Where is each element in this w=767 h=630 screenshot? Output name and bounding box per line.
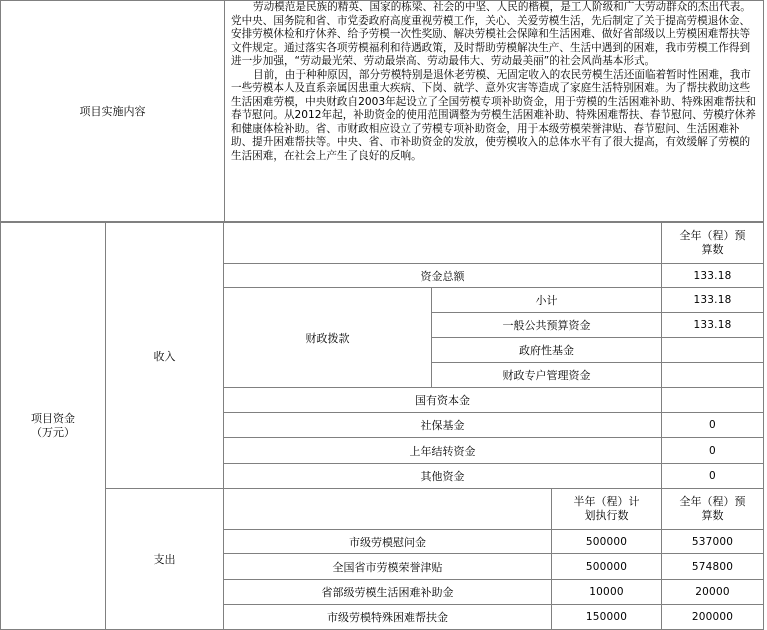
- other-row-text: 上年结转资金: [409, 444, 476, 458]
- expense-row-full-text: 200000: [691, 611, 734, 623]
- total-value: 133.18: [693, 269, 732, 282]
- expense-row-half: [551, 604, 662, 630]
- fiscal-row-label: [431, 287, 662, 313]
- other-row-label: [223, 437, 662, 464]
- total-label: 资金总额: [420, 269, 465, 283]
- expense-row-full-text: 574800: [691, 560, 734, 573]
- expense-header-full-year: [661, 488, 764, 530]
- expense-header-blank: [223, 488, 552, 530]
- other-row-label: [223, 387, 662, 413]
- expense-header-full-year-text: 全年（程）预算数: [679, 495, 746, 522]
- expense-row-text: 市级劳模慰问金: [349, 535, 426, 549]
- other-row-value-text: 0: [709, 419, 716, 431]
- fiscal-row-text: 财政专户管理资金: [502, 369, 591, 382]
- expense-row-full: [661, 604, 764, 630]
- fiscal-row-value-text: 133.18: [693, 294, 732, 306]
- fiscal-row-text: 政府性基金: [519, 344, 574, 357]
- fiscal-row-value-text: 133.18: [693, 319, 732, 331]
- expense-row-half: [551, 529, 662, 554]
- expense-row-half-text: 150000: [585, 611, 628, 623]
- expense-row-text: 全国省市劳模荣誉津贴: [332, 560, 443, 574]
- fiscal-row-value: [661, 312, 764, 338]
- expense-row-label: [223, 529, 552, 554]
- fiscal-row-label: [431, 362, 662, 388]
- content-text-cell: [224, 0, 764, 222]
- funds-label-cell: [0, 222, 106, 630]
- other-row-value: [661, 387, 764, 413]
- expense-row-half: [551, 553, 662, 580]
- income-header-blank: [223, 222, 662, 264]
- expense-header-half-year-text: 半年（程）计划执行数: [573, 495, 640, 522]
- expense-row-full: [661, 553, 764, 580]
- total-value-cell: [661, 263, 764, 288]
- expense-label: 支出: [153, 553, 176, 566]
- expense-row-full-text: 20000: [695, 586, 730, 598]
- expense-row-full: [661, 529, 764, 554]
- income-header-full-year-text: 全年（程）预算数: [679, 229, 746, 256]
- total-label-cell: [223, 263, 662, 288]
- funds-label: 项目资金（万元）: [31, 412, 75, 439]
- other-row-value: [661, 437, 764, 464]
- other-row-value-text: 0: [709, 470, 716, 482]
- other-row-value: [661, 463, 764, 489]
- expense-row-half-text: 10000: [589, 586, 624, 598]
- section-label-cell: [0, 0, 225, 222]
- fiscal-row-label: [431, 337, 662, 363]
- other-row-text: 国有资本金: [415, 394, 470, 407]
- expense-row-text: 市级劳模特殊困难帮扶金: [327, 611, 448, 624]
- expense-row-half-text: 500000: [585, 535, 628, 548]
- other-row-label: [223, 463, 662, 489]
- fiscal-row-text: 一般公共预算资金: [502, 319, 591, 332]
- fiscal-row-value: [661, 337, 764, 363]
- expense-row-label: [223, 579, 552, 605]
- other-row-label: [223, 412, 662, 438]
- fiscal-label-cell: [223, 287, 432, 388]
- income-label-cell: [105, 222, 224, 489]
- content-paragraph-2: 目前，由于种种原因，部分劳模特别是退休老劳模、无固定收入的农民劳模生活还面临着暂时性困难，我市一些劳模本人及直系亲属因患重大疾病、下岗、就学、意外灾害等造成了家庭生活特别困难。为了帮扶救助这些生活困难劳模，中央财政自2003年起设立了全国劳模专项补助资金，用于劳模的生活困难补助、特殊困难帮扶和春节慰问。从2012年起，补助资金的使用范围调整为劳模生活困难补助、特殊困难帮扶、春节慰问、劳模疗休养和健康体检补助。省、市财政相应设立了劳模专项补助资金，用于本级劳模荣誉津贴、春节慰问、生活困难补助、提升困难帮扶等。中央、省、市补助资金的发放，使劳模收入的总体水平有了很大提高，有效缓解了劳模的生活困难，在社会上产生了良好的反响。: [231, 68, 756, 162]
- content-paragraph-1: 劳动模范是民族的精英、国家的栋梁、社会的中坚、人民的楷模，是工人阶级和广大劳动群众的杰出代表。党中央、国务院和省、市党委政府高度重视劳模工作，关心、关爱劳模生活，先后制定了关于提高劳模退休金、安排劳模休检和疗休养、给予劳模一次性奖励、解决劳模社会保障和生活困难、做好省部级以上劳模困难帮扶等文件规定。通过落实各项劳模福利和待遇政策，及时帮助劳模解决生产、生活中遇到的困难，我市劳模工作得到进一步加强，“劳动最光荣、劳动最崇高、劳动最伟大、劳动最美丽”的社会风尚基本形式。: [231, 1, 751, 67]
- fiscal-row-value: [661, 362, 764, 388]
- expense-row-half: [551, 579, 662, 605]
- expense-row-text: 省部级劳模生活困难补助金: [321, 586, 454, 599]
- fiscal-row-text: 小计: [535, 294, 558, 307]
- expense-header-half-year: [551, 488, 662, 530]
- expense-row-label: [223, 553, 552, 580]
- other-row-value: [661, 412, 764, 438]
- fiscal-row-value: [661, 287, 764, 313]
- income-label: 收入: [153, 349, 176, 363]
- income-header-full-year: [661, 222, 764, 264]
- fiscal-row-label: [431, 312, 662, 338]
- fiscal-label: 财政拨款: [305, 331, 350, 345]
- other-row-text: 社保基金: [420, 419, 465, 432]
- section-label: 项目实施内容: [79, 105, 146, 118]
- other-row-value-text: 0: [709, 444, 716, 457]
- expense-row-full-text: 537000: [691, 535, 734, 548]
- other-row-text: 其他资金: [420, 470, 465, 483]
- expense-row-full: [661, 579, 764, 605]
- expense-row-half-text: 500000: [585, 560, 628, 573]
- expense-row-label: [223, 604, 552, 630]
- expense-label-cell: [105, 488, 224, 630]
